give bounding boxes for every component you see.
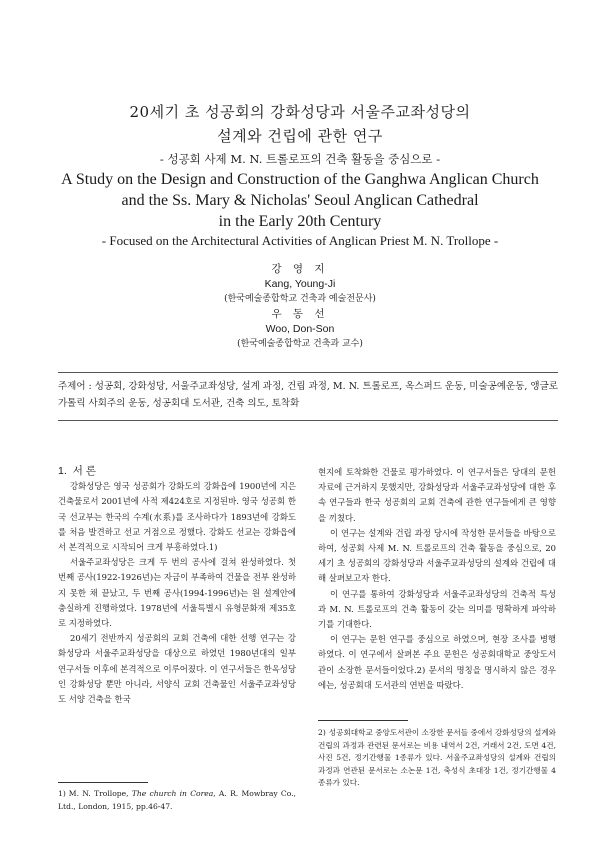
book-title: The church in Corea, [131,789,216,798]
author-name-english: Kang, Young-Ji [264,278,336,290]
section-title: 서 론 [72,465,96,477]
english-title-line-1: A Study on the Design and Construction of the Ganghwa Anglican Church [61,171,539,188]
english-subtitle: - Focused on the Architectural Activities of Anglican Priest M. N. Trollope - [101,233,499,248]
korean-title-line-2: 설계와 건립에 관한 연구 [217,127,383,145]
keywords-top-rule [58,372,558,373]
author-name-korean: 강 영 지 [271,263,329,275]
footnote-2 [318,727,556,790]
keywords-block [58,378,558,412]
english-title-line-2: and the Ss. Mary & Nicholas' Seoul Anglican Cathedral [121,192,479,209]
footnote-mark: 2) [318,728,326,737]
right-column [318,465,556,693]
author-affiliation: (한국예술종합학교 건축과 교수) [237,339,363,349]
footnote-rule [318,720,408,721]
body-paragraph: 이 연구는 문헌 연구를 중심으로 하였으며, 현장 조사를 병행하였다. 이 연구에서 살펴본 주요 문헌은 성공회대학교 중앙도서관이 소장한 문서들이었다.2) 문서의 명칭을 명시하지 않은 경우에는, 성공회대 도서관의 연번을 따랐다. [318,634,556,690]
footnote-text: 성공회대학교 중앙도서관이 소장한 문서들 중에서 강화성당의 설계와 건립의 과정과 관련된 문서로는 비용 내역서 2건, 거래서 2건, 도면 4건, 사진 5건, 정기간행물 1종류가 있다. 서울주교좌성당의 설계와 건립의 과정과 연관된 문서로는 소논문 1건, 축성식 초대장 1건, 정기간행물 4종류가 있다. [318,728,557,787]
author-affiliation: (한국예술종합학교 건축과 예술전문사) [224,294,376,304]
left-column [58,464,296,707]
english-title-line-3: in the Early 20th Century [218,213,382,230]
body-paragraph: 강화성당은 영국 성공회가 강화도의 강화읍에 1900년에 지은 건축물로서 2001년에 사적 제424호로 지정된바. 영국 성공회 한국 선교부는 한국의 수계(水系)를 조사하다가 1893년에 강화도를 처음 발견하고 선교 거점으로 정했다. 강화도 선교는 강화읍에서 본격적으로 시작되어 크게 부흥하였다.1) [58,481,296,553]
english-title [0,169,600,232]
footnote-1 [58,788,296,813]
body-paragraph: 이 연구를 통하여 강화성당과 서울주교좌성당의 건축적 특성과 M. N. 트롤로프의 건축 활동이 갖는 의미를 명확하게 파악하기를 기대한다. [318,588,556,630]
author-2 [0,307,600,352]
footnote-rule [58,782,148,783]
korean-title [0,100,600,148]
korean-subtitle: - 성공회 사제 M. N. 트롤로프의 건축 활동을 중심으로 - [159,152,441,166]
body-paragraph: 서울주교좌성당은 크게 두 번의 공사에 걸쳐 완성하였다. 첫 번째 공사(1922-1926년)는 자금이 부족하여 건물을 전부 완성하지 못한 채 끝났고, 두 번째 공사(1994-1996년)는 원 설계안에 충실하게 진행하였다. 1978년에 서울특별시 유형문화재 제35호로 지정하였다. [58,557,296,629]
body-paragraph: 20세기 전반까지 성공회의 교회 건축에 대한 선행 연구는 강화성당과 서울주교좌성당을 대상으로 하였던 1980년대의 일부 연구서들 이후에 본격적으로 이루어졌다. 이 연구서들은 한옥성당인 강화성당 뿐만 아니라, 서양식 교회 건축물인 서울주교좌성당도 서양 건축을 한국 [58,633,296,705]
footnote-text: M. N. Trollope, [68,789,129,798]
author-name-english: Woo, Don-Son [265,323,335,335]
author-1 [0,262,600,307]
footnote-text: A. R. Mowbray Co., Ltd., London, 1915, pp.46-47. [58,789,296,811]
author-name-korean: 우 동 선 [271,308,329,320]
section-number: 1. [58,465,67,477]
keywords-text: 성공회, 강화성당, 서울주교좌성당, 설계 과정, 건립 과정, M. N. 트롤로프, 옥스퍼드 운동, 미술공예운동, 앵글로 가톨릭 사회주의 운동, 성공회대 도서관, 건축 의도, 토착화 [58,381,558,409]
body-paragraph: 현지에 토착화한 건물로 평가하였다. 이 연구서들은 당대의 문헌자료에 근거하지 못했지만, 강화성당과 서울주교좌성당에 대한 후속 연구들과 한국 성공회의 교회 건축에 관한 연구들에게 큰 영향을 끼쳤다. [318,467,556,523]
korean-title-line-1: 20세기 초 성공회의 강화성당과 서울주교좌성당의 [129,103,471,121]
keywords-bottom-rule [58,420,558,421]
footnote-mark: 1) [58,789,66,798]
section-heading [58,464,296,479]
keywords-label: 주제어 : [58,381,92,392]
body-paragraph: 이 연구는 설계와 건립 과정 당시에 작성한 문서들을 바탕으로 하여, 성공회 사제 M. N. 트롤로프의 건축 활동을 중심으로, 20세기 초 성공회의 강화성당과 서울주교좌성당의 설계와 건립에 대해 살펴보고자 한다. [318,527,556,584]
